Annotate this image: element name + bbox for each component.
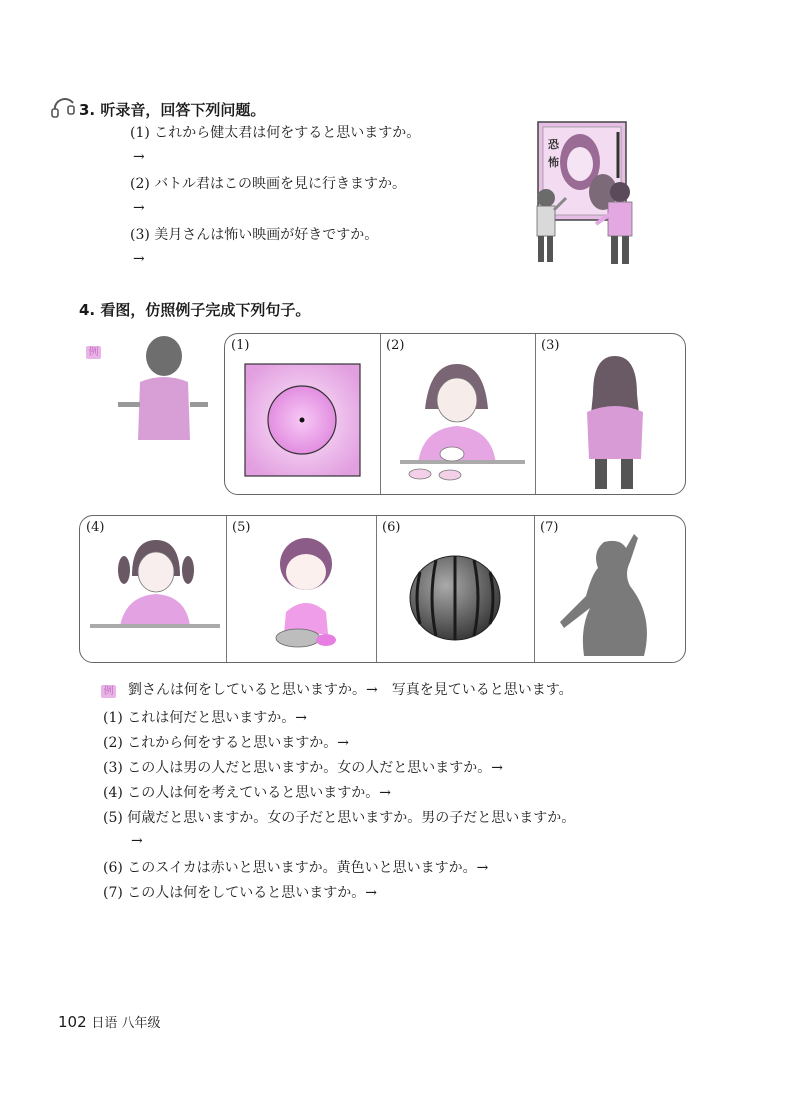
answer-arrow-1: → — [133, 149, 145, 165]
section4-title: 4. 看图，仿照例子完成下列句子。 — [79, 301, 311, 319]
headphone-icon — [50, 94, 78, 120]
answer-arrow-3: → — [133, 251, 145, 267]
listening-question-3: (3) 美月さんは怖い映画が好きですか。 — [130, 227, 379, 243]
movie-poster-illustration — [528, 118, 648, 270]
picture-question-2: (2) これから何をすると思いますか。→ — [103, 735, 350, 751]
panel-1: (1) — [225, 334, 381, 494]
answer-arrow-2: → — [133, 200, 145, 216]
panel-6: (6) — [376, 516, 535, 662]
picture-question-5-arrow: → — [131, 833, 143, 849]
panel-7: (7) — [534, 516, 685, 662]
panel-2: (2) — [380, 334, 536, 494]
panel-3: (3) — [535, 334, 685, 494]
page-number: 102 — [58, 1013, 87, 1031]
picture-question-7: (7) この人は何をしていると思いますか。→ — [103, 885, 378, 901]
panel-4: (4) — [80, 516, 227, 662]
picture-question-3: (3) この人は男の人だと思いますか。女の人だと思いますか。→ — [103, 760, 504, 776]
example-figure-boy-viewing — [118, 332, 208, 442]
listening-question-1: (1) これから健太君は何をすると思いますか。 — [130, 125, 421, 141]
listening-question-2: (2) バトル君はこの映画を見に行きますか。 — [130, 176, 407, 192]
poster-char-2: 怖 — [548, 156, 559, 169]
example-sentence: 劉さんは何をしていると思いますか。→ 写真を見ていると思います。 — [128, 682, 573, 698]
book-title: 日语 八年级 — [91, 1016, 161, 1031]
poster-char-1: 恐 — [548, 138, 559, 151]
picture-question-1: (1) これは何だと思いますか。→ — [103, 710, 308, 726]
panel-5: (5) — [226, 516, 377, 662]
picture-row-2 — [79, 515, 686, 663]
section3-title: 3. 听录音，回答下列问题。 — [79, 101, 266, 119]
page-footer — [58, 1012, 161, 1031]
picture-row-1 — [224, 333, 686, 495]
picture-question-5: (5) 何歳だと思いますか。女の子だと思いますか。男の子だと思いますか。 — [103, 810, 576, 826]
picture-question-6: (6) このスイカは赤いと思いますか。黄色いと思いますか。→ — [103, 860, 489, 876]
example-badge-sentence: 例 — [101, 681, 116, 700]
picture-question-4: (4) この人は何を考えていると思いますか。→ — [103, 785, 392, 801]
example-badge-figure: 例 — [86, 342, 101, 361]
